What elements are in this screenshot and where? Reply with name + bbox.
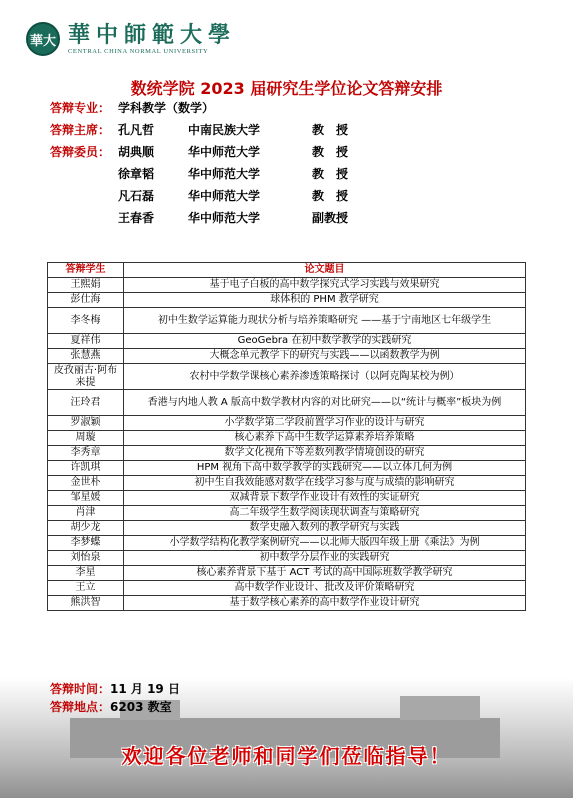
student-name: 肖津: [48, 506, 124, 521]
thesis-title: GeoGebra 在初中数学教学的实践研究: [124, 334, 526, 349]
thesis-title: 大概念单元教学下的研究与实践——以函数教学为例: [124, 349, 526, 364]
table-row: [48, 364, 526, 390]
committee-name: 王春香: [118, 211, 155, 225]
thesis-title: 数学史融入数列的教学研究与实践: [124, 521, 526, 536]
committee-name: 徐章韬: [118, 167, 155, 181]
table-row: [48, 461, 526, 476]
student-name: 皮孜丽古·阿布来提: [48, 364, 124, 390]
defense-place-value: 6203 教室: [110, 700, 172, 714]
committee-label: 答辩委员：: [50, 145, 111, 159]
committee-row: [50, 186, 348, 206]
table-row: [48, 506, 526, 521]
table-row: [48, 551, 526, 566]
committee-rank: 教 授: [312, 167, 349, 181]
building-silhouette: [400, 696, 480, 720]
student-name: 王立: [48, 581, 124, 596]
student-name: 彭仕海: [48, 293, 124, 308]
table-row: [48, 416, 526, 431]
table-row: [48, 581, 526, 596]
committee-unit: 华中师范大学: [188, 211, 261, 225]
thesis-title: 初中生数学运算能力现状分析与培养策略研究 ——基于宁南地区七年级学生: [124, 308, 526, 334]
thesis-title: 核心素养背景下基于 ACT 考试的高中国际班数学教学研究: [124, 566, 526, 581]
column-header-title: 论文题目: [124, 263, 526, 278]
table-row: [48, 536, 526, 551]
thesis-title: 核心素养下高中生数学运算素养培养策略: [124, 431, 526, 446]
committee-unit: 华中师范大学: [188, 145, 261, 159]
major-label: 答辩专业：: [50, 101, 111, 115]
student-name: 胡少龙: [48, 521, 124, 536]
table-row: [48, 334, 526, 349]
thesis-title: 小学数学第二学段前置学习作业的设计与研究: [124, 416, 526, 431]
thesis-title: 数学文化视角下等差数列教学情境创设的研究: [124, 446, 526, 461]
committee-rank: 副教授: [312, 211, 349, 225]
defense-time-label: 答辩时间：: [50, 682, 111, 696]
column-header-student: 答辩学生: [48, 263, 124, 278]
student-name: 刘怡泉: [48, 551, 124, 566]
committee-unit: 华中师范大学: [188, 189, 261, 203]
student-name: 李秀章: [48, 446, 124, 461]
table-row: [48, 349, 526, 364]
thesis-title: 基于电子白板的高中数学探究式学习实践与效果研究: [124, 278, 526, 293]
committee-row: [50, 208, 348, 228]
chair-name: 孔凡哲: [118, 123, 155, 137]
table-row: [48, 566, 526, 581]
committee-rank: 教 授: [312, 145, 349, 159]
thesis-title: HPM 视角下高中数学教学的实践研究——以立体几何为例: [124, 461, 526, 476]
thesis-title: 小学数学结构化教学案例研究——以北师大版四年级上册《乘法》为例: [124, 536, 526, 551]
table-header-row: [48, 263, 526, 278]
page-title: 数统学院 2023 届研究生学位论文答辩安排: [130, 79, 443, 98]
university-name: [68, 23, 236, 55]
major-value: 学科教学（数学）: [118, 101, 215, 115]
thesis-title: 高中数学作业设计、批改及评价策略研究: [124, 581, 526, 596]
defense-time-value: 11 月 19 日: [110, 682, 180, 696]
table-row: [48, 431, 526, 446]
thesis-title: 高二年级学生数学阅读现状调查与策略研究: [124, 506, 526, 521]
thesis-title: 香港与内地人教 A 版高中数学教材内容的对比研究——以“统计与概率”板块为例: [124, 390, 526, 416]
student-name: 张慧燕: [48, 349, 124, 364]
thesis-table: [47, 262, 526, 611]
student-name: 邹星媛: [48, 491, 124, 506]
table-row: [48, 476, 526, 491]
student-name: 李冬梅: [48, 308, 124, 334]
student-name: 周璇: [48, 431, 124, 446]
defense-place-label: 答辩地点：: [50, 700, 111, 714]
student-name: 熊洪智: [48, 596, 124, 611]
chair-unit: 中南民族大学: [188, 123, 261, 137]
committee-unit: 华中师范大学: [188, 167, 261, 181]
student-name: 李梦蝶: [48, 536, 124, 551]
student-name: 王熙娟: [48, 278, 124, 293]
defense-place-row: [50, 698, 172, 716]
student-name: 夏祥伟: [48, 334, 124, 349]
university-name-cn: 華中師範大學: [68, 22, 237, 48]
welcome-banner: 欢迎各位老师和同学们莅临指导！: [121, 744, 452, 768]
thesis-title: 双减背景下数学作业设计有效性的实证研究: [124, 491, 526, 506]
table-row: [48, 446, 526, 461]
committee-row: [50, 164, 348, 184]
thesis-title: 球体积的 PHM 教学研究: [124, 293, 526, 308]
student-name: 汪玲君: [48, 390, 124, 416]
table-row: [48, 293, 526, 308]
thesis-title: 农村中学数学课核心素养渗透策略探讨（以阿克陶某校为例）: [124, 364, 526, 390]
table-row: [48, 278, 526, 293]
student-name: 李星: [48, 566, 124, 581]
thesis-title: 初中数学分层作业的实践研究: [124, 551, 526, 566]
university-logo: 華大: [26, 22, 60, 56]
thesis-title: 初中生自我效能感对数学在线学习参与度与成绩的影响研究: [124, 476, 526, 491]
committee-name: 胡典顺: [118, 145, 155, 159]
chair-rank: 教 授: [312, 123, 349, 137]
university-header: [26, 16, 236, 62]
table-row: [48, 491, 526, 506]
major-row: [50, 98, 214, 118]
defense-time-row: [50, 680, 180, 698]
university-name-en: CENTRAL CHINA NORMAL UNIVERSITY: [68, 48, 209, 55]
table-row: [48, 308, 526, 334]
table-row: [48, 596, 526, 611]
student-name: 许凯琪: [48, 461, 124, 476]
table-row: [48, 390, 526, 416]
chair-label: 答辩主席：: [50, 123, 111, 137]
committee-rank: 教 授: [312, 189, 349, 203]
thesis-title: 基于数学核心素养的高中数学作业设计研究: [124, 596, 526, 611]
student-name: 金世朴: [48, 476, 124, 491]
student-name: 罗淑颖: [48, 416, 124, 431]
committee-row: [50, 142, 348, 162]
chair-row: [50, 120, 348, 140]
table-row: [48, 521, 526, 536]
committee-name: 凡石磊: [118, 189, 155, 203]
